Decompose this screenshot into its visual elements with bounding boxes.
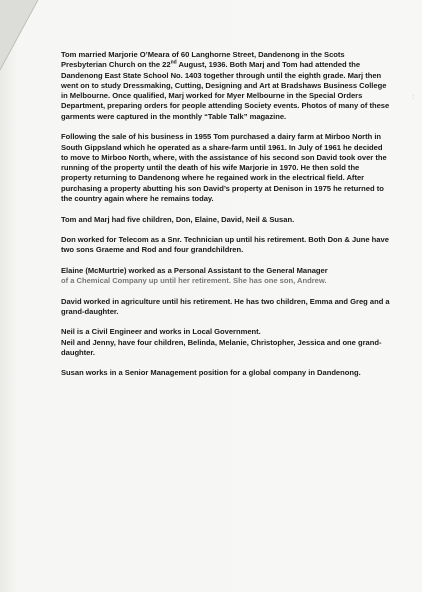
page-fold-shadow bbox=[0, 0, 60, 80]
document-body bbox=[61, 50, 391, 389]
paragraph-don: Don worked for Telecom as a Snr. Technician up until his retirement. Both Don & June have two sons Graeme and Rod and four grandchildren. bbox=[61, 235, 389, 255]
edge-mark: : bbox=[412, 95, 414, 101]
ordinal-suffix: nd bbox=[170, 59, 177, 66]
paragraph-susan: Susan works in a Senior Management position for a global company in Dandenong. bbox=[61, 368, 361, 378]
paragraph-marriage: Tom married Marjorie O’Meara of 60 Langhorne Street, Dandenong in the Scots Presbyterian Church on the 22nd August, 1936. Both Marj and Tom had attended the Dandenong East State School No. 1403 together through until the eighth grade. Marj then went on to study Dressmaking, Cutting, Designing and Art at Bradshaws Business College in Melbourne. Once qualified, Marj worked for Myer Melbourne in the Special Orders Department, preparing orders for people attending Society events. Photos of many of these garments were captured in the monthly “Table Talk” magazine. bbox=[61, 50, 390, 121]
paragraph-david: David worked in agriculture until his retirement. He has two children, Emma and Greg and a grand-daughter. bbox=[61, 296, 390, 316]
paragraph-elaine: Elaine (McMurtrie) worked as a Personal Assistant to the General Manager of a Chemical Company up until her retirement. She has one son, Andrew. bbox=[61, 265, 328, 286]
paragraph-children: Tom and Marj had five children, Don, Elaine, David, Neil & Susan. bbox=[61, 214, 295, 224]
paragraph-dairy-farm: Following the sale of his business in 1955 Tom purchased a dairy farm at Mirboo North in South Gippsland which he operated as a share-farm until 1961. In July of 1961 he decided to move to Mirboo North, where, with the assistance of his second son David took over the running of the property until the death of his wife Marjorie in 1970. He then sold the property returning to Dandenong where he regained work in the electrical field. After purchasing a property abutting his son David’s property at Denison in 1975 he returned to the country again where he remains today. bbox=[61, 132, 387, 204]
paragraph-neil: Neil is a Civil Engineer and works in Local Government. Neil and Jenny, have four children, Belinda, Melanie, Christopher, Jessica and one grand-daughter. bbox=[61, 327, 382, 357]
